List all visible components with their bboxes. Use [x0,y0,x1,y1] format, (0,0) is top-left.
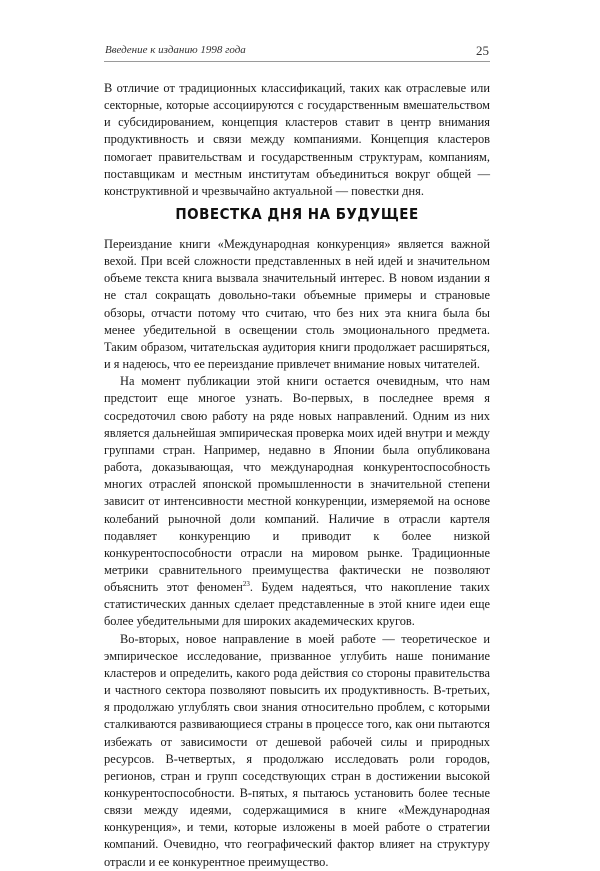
paragraph: Переиздание книги «Международная конкуренция» является важной вехой. При всей сложности представленных в ней идей и значительном объеме текста книга вызвала значительный интерес. В новом издании я не стал сокращать довольно-таки объемные примеры и страновые обзоры, отчасти потому что считаю, что без них эта книга была бы менее убедительной в освещении столь эмоционального предмета. Таким образом, читательская аудитория книги продолжает расширяться, и я надеюсь, что ее переиздание привлечет внимание новых читателей. [104,237,490,372]
paragraph-text: . Будем надеяться, что накопление таких статистических данных сделает представленные в этой книге идеи еще более убедительными для широких академических кругов. [104,580,490,629]
paragraph: В отличие от традиционных классификаций, таких как отраслевые или секторные, которые ассоциируются с государственным вмешательством и субсидированием, концепция кластеров ставит в центр внимания продуктивность и связи между компаниями. Концепция кластеров помогает правительствам и государственным структурам, компаниям, поставщикам и местным институтам объединиться вокруг общей — конструктивной и чрезвычайно актуальной — повестки дня. [104,81,490,198]
section-body [104,236,490,871]
page-number: 25 [476,43,489,58]
intro-text [104,80,490,200]
section-title: ПОВЕСТКА ДНЯ НА БУДУЩЕЕ [175,205,419,223]
footnote-ref[interactable]: 23 [242,580,250,588]
paragraph: Во-вторых, новое направление в моей работе — теоретическое и эмпирическое исследование, призванное углубить наше понимание кластеров и определить, какого рода действия со стороны правительства и частного сектора позволяют повысить их продуктивность. В-третьих, я продолжаю углублять свои знания относительно проблем, с которыми сталкиваются развивающиеся страны в процессе того, как они пытаются избежать от зависимости от дешевой рабочей силы и природных ресурсов. В-четвертых, я продолжаю исследовать роли городов, регионов, стран и групп соседствующих стран в достижении высокой конкурентоспособности. В-пятых, я пытаюсь установить более тесные связи между идеями, содержащимися в книге «Международная конкуренция», и теми, которые изложены в моей работе о стратегии компаний. Очевидно, что географический фактор влияет на структуру отрасли и ее конкурентное преимущество. [104,631,490,869]
header-rule [104,61,490,62]
running-head: Введение к изданию 1998 года [105,44,246,56]
paragraph [104,373,490,630]
paragraph-text: На момент публикации этой книги остается очевидным, что нам предстоит еще многое узнать. Во-первых, в последнее время я сосредоточил свою работу на ряде новых направлений. Одним из них является дальнейшая эмпирическая проверка моих идей внутри и между группами стран. Например, недавно в Японии была опубликована работа, доказывающая, что международная конкурентоспособность многих отраслей японской промышленности в значительной степени зависит от интенсивности местной конкуренции, измеряемой на основе колебаний рыночной доли компаний. Наличие в отрасли картеля подавляет конкуренцию и приводит к более низкой конкурентоспособности отрасли на мировом рынке. Традиционные метрики сравнительного преимущества фактически не позволяют объяснить этот феномен [104,374,490,595]
